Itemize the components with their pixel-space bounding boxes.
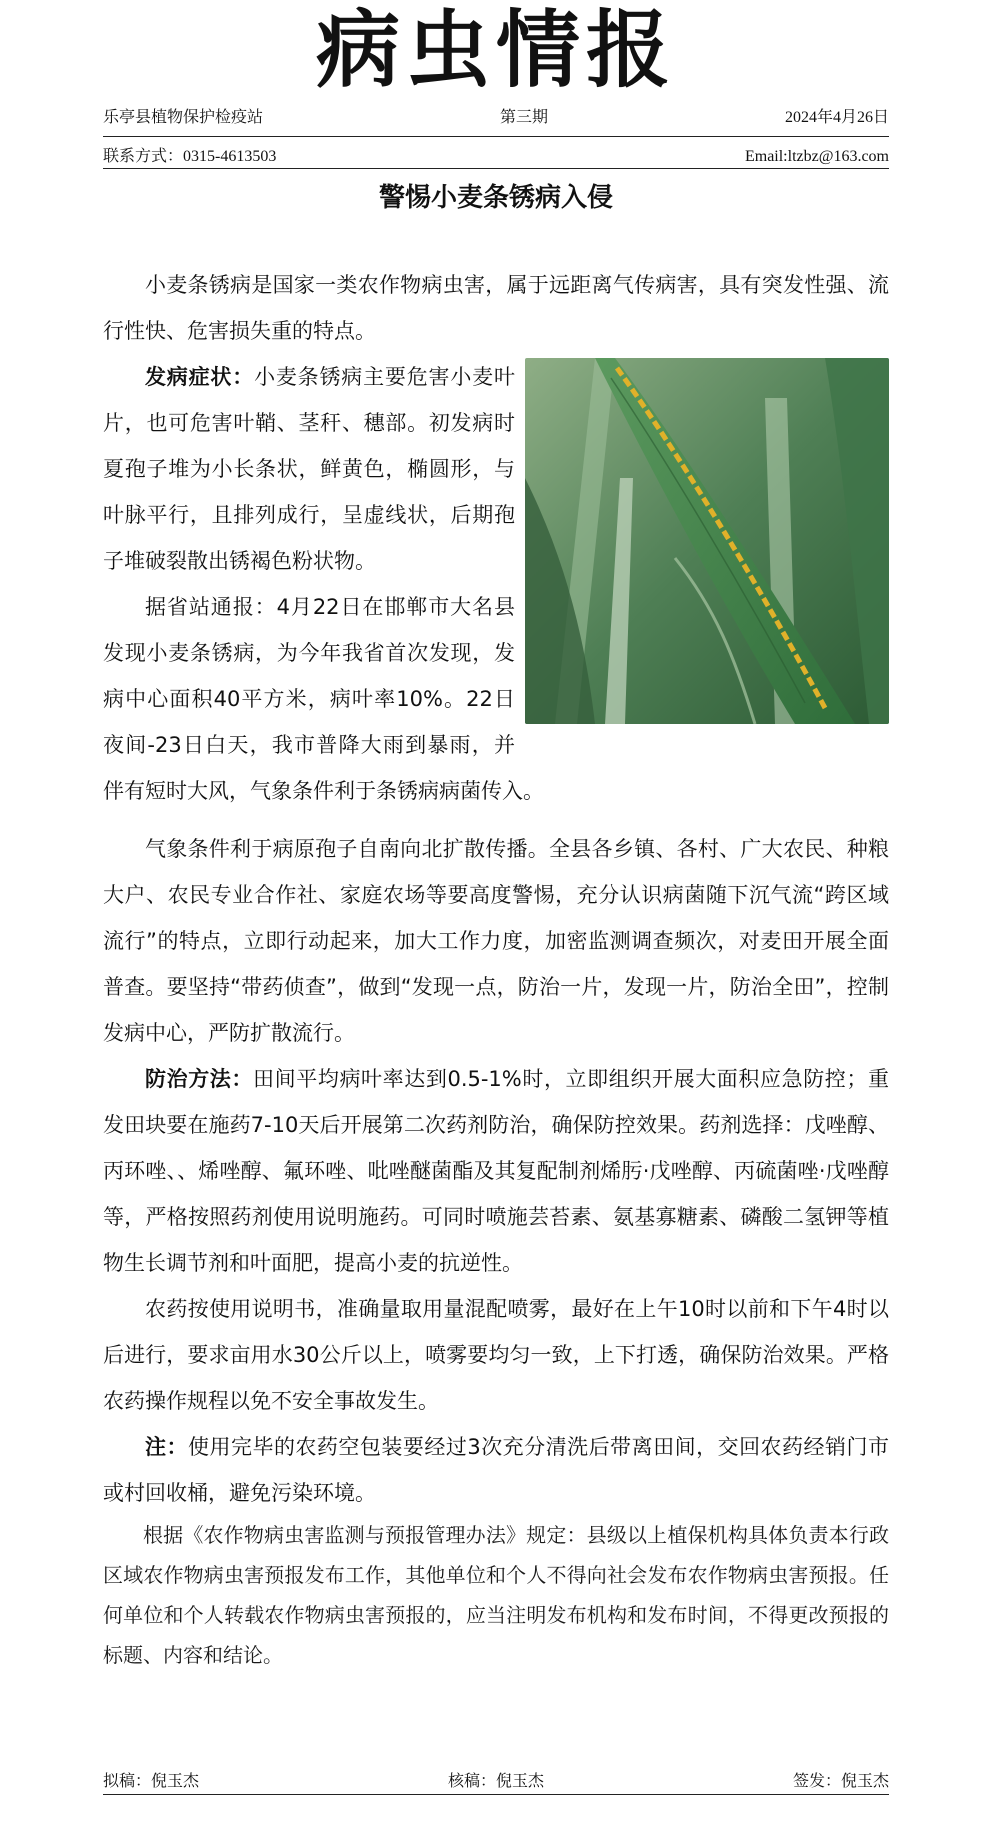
- leaf-illustration: [525, 358, 889, 724]
- contact-email: Email:ltzbz@163.com: [744, 148, 889, 165]
- legal-notice: 根据《农作物病虫害监测与预报管理办法》规定：县级以上植保机构具体负责本行政区域农作物病虫害预报发布工作，其他单位和个人不得向社会发布农作物病虫害预报。任何单位和个人转载农作物病虫害预报的，应当注明发布机构和发布时间，不得更改预报的标题、内容和结论。: [103, 1525, 889, 1667]
- paragraph-provincial-report: 据省站通报：4月22日在邯郸市大名县发现小麦条锈病，为今年我省首次发现，发病中心面积40平方米，病叶率10%。22日夜间-23日白天，我市普降大雨到暴雨，并伴有短时大风，气象条件利于条锈病病菌传入。: [103, 595, 544, 803]
- paragraph-intro: 小麦条锈病是国家一类农作物病虫害，属于远距离气传病害，具有突发性强、流行性快、危害损失重的特点。: [103, 273, 889, 343]
- issuing-organization: 乐亭县植物保护检疫站: [103, 109, 264, 126]
- signature-row: [103, 1770, 889, 1795]
- contact-phone: 联系方式：0315-4613503: [103, 148, 277, 165]
- issue-number: 第三期: [499, 109, 548, 126]
- issue-date: 2024年4月26日: [784, 109, 889, 126]
- approved-by: 签发：倪玉杰: [792, 1773, 889, 1790]
- article-headline: 警惕小麦条锈病入侵: [378, 183, 613, 213]
- wheat-stripe-rust-photo: [525, 358, 889, 724]
- symptoms-heading: 发病症状：: [145, 365, 255, 389]
- contact-row: [103, 146, 889, 169]
- paragraph-warning: 气象条件利于病原孢子自南向北扩散传播。全县各乡镇、各村、广大农民、种粮大户、农民专业合作社、家庭农场等要高度警惕，充分认识病菌随下沉气流“跨区域流行”的特点，立即行动起来，加大工作力度，加密监测调查频次，对麦田开展全面普查。要坚持“带药侦查”，做到“发现一点，防治一片，发现一片，防治全田”，控制发病中心，严防扩散流行。: [103, 837, 889, 1045]
- control-heading: 防治方法：: [145, 1067, 254, 1091]
- control-text: 田间平均病叶率达到0.5-1%时，立即组织开展大面积应急防控；重发田块要在施药7-10天后开展第二次药剂防治，确保防控效果。药剂选择：戊唑醇、丙环唑、、烯唑醇、氟环唑、吡唑醚菌酯及其复配制剂烯肟·戊唑醇、丙硫菌唑·戊唑醇等，严格按照药剂使用说明施药。可同时喷施芸苔素、氨基寡糖素、磷酸二氢钾等植物生长调节剂和叶面肥，提高小麦的抗逆性。: [103, 1067, 890, 1275]
- note-heading: 注：: [145, 1435, 188, 1459]
- meta-row: [103, 106, 889, 130]
- symptoms-text: 小麦条锈病主要危害小麦叶片，也可危害叶鞘、茎秆、穗部。初发病时夏孢子堆为小长条状，鲜黄色，椭圆形，与叶脉平行，且排列成行，呈虚线状，后期孢子堆破裂散出锈褐色粉状物。: [103, 365, 515, 573]
- note-text: 使用完毕的农药空包装要经过3次充分清洗后带离田间，交回农药经销门市或村回收桶，避免污染环境。: [103, 1435, 890, 1505]
- reviewed-by: 核稿：倪玉杰: [447, 1773, 544, 1790]
- paragraph-note: [103, 1424, 889, 1516]
- symptom-section: [103, 354, 889, 814]
- paragraph-spraying: 农药按使用说明书，准确量取用量混配喷雾，最好在上午10时以前和下午4时以后进行，要求亩用水30公斤以上，喷雾要均匀一致，上下打透，确保防治效果。严格农药操作规程以免不安全事故发生。: [103, 1297, 889, 1413]
- drafted-by: 拟稿：倪玉杰: [103, 1773, 200, 1790]
- paragraph-control: [103, 1056, 889, 1286]
- header-divider: [103, 136, 889, 137]
- masthead-title: 病虫情报: [315, 0, 676, 99]
